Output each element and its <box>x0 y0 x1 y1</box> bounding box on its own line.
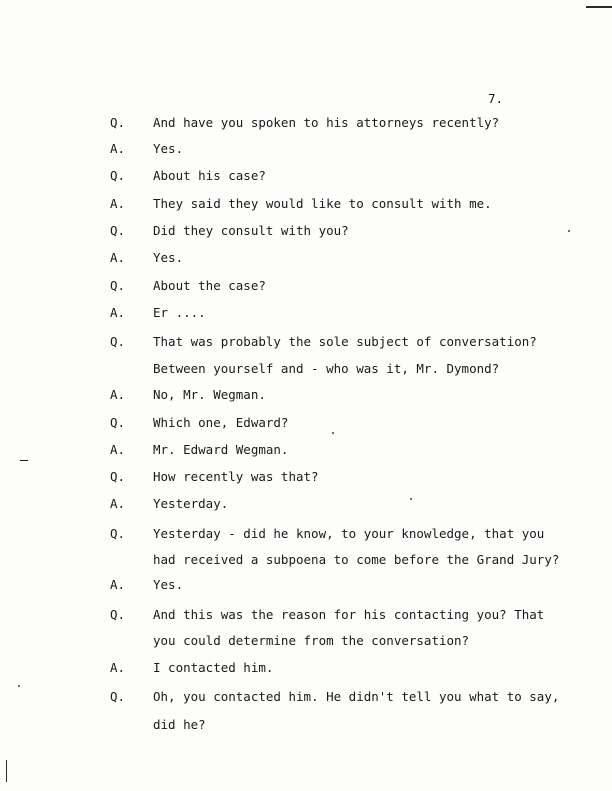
scan-mark-left <box>20 460 28 461</box>
line-text: How recently was that? <box>153 469 319 484</box>
line-text: Yes. <box>153 141 184 156</box>
speaker-label: Q. <box>110 607 126 622</box>
speaker-label: A. <box>110 442 126 457</box>
transcript-line <box>0 195 612 213</box>
scan-speck <box>332 432 334 434</box>
speaker-label: Q. <box>110 689 126 704</box>
transcript-line <box>0 495 612 513</box>
line-text: That was probably the sole subject of conversation? <box>153 334 537 349</box>
line-text: Yes. <box>153 577 184 592</box>
transcript-line <box>0 114 612 132</box>
transcript-line <box>0 222 612 240</box>
line-text: And this was the reason for his contacting you? That <box>153 607 545 622</box>
speaker-label: Q. <box>110 115 126 130</box>
transcript-line <box>0 551 612 569</box>
line-text: About his case? <box>153 168 266 183</box>
transcript-line <box>0 468 612 486</box>
transcript-line <box>0 659 612 677</box>
transcript-line <box>0 441 612 459</box>
speaker-label: A. <box>110 660 126 675</box>
speaker-label: A. <box>110 305 126 320</box>
line-text: No, Mr. Wegman. <box>153 387 266 402</box>
speaker-label: A. <box>110 387 126 402</box>
transcript-line <box>0 277 612 295</box>
line-text: Between yourself and - who was it, Mr. Dymond? <box>153 361 500 376</box>
speaker-label: Q. <box>110 223 126 238</box>
transcript-line <box>0 249 612 267</box>
line-text: you could determine from the conversation? <box>153 633 470 648</box>
page-number: 7. <box>488 91 504 106</box>
scan-mark-bottom-left <box>6 760 7 782</box>
speaker-label: A. <box>110 250 126 265</box>
line-text: Yesterday. <box>153 496 229 511</box>
transcript-line <box>0 688 612 706</box>
speaker-label: A. <box>110 141 126 156</box>
transcript-line <box>0 304 612 322</box>
speaker-label: A. <box>110 577 126 592</box>
line-text: Which one, Edward? <box>153 415 289 430</box>
speaker-label: Q. <box>110 278 126 293</box>
line-text: They said they would like to consult with me. <box>153 196 492 211</box>
transcript-line <box>0 606 612 624</box>
speaker-label: Q. <box>110 469 126 484</box>
transcript-line <box>0 360 612 378</box>
line-text: Yes. <box>153 250 184 265</box>
transcript-line <box>0 632 612 650</box>
line-text: Did they consult with you? <box>153 223 349 238</box>
speaker-label: A. <box>110 496 126 511</box>
scan-mark-top-right <box>586 6 612 8</box>
line-text: Mr. Edward Wegman. <box>153 442 289 457</box>
line-text: Er .... <box>153 305 206 320</box>
speaker-label: A. <box>110 196 126 211</box>
speaker-label: Q. <box>110 415 126 430</box>
line-text: And have you spoken to his attorneys recently? <box>153 115 500 130</box>
line-text: Yesterday - did he know, to your knowledge, that you <box>153 526 545 541</box>
line-text: Oh, you contacted him. He didn't tell you what to say, <box>153 689 560 704</box>
transcript-line <box>0 333 612 351</box>
transcript-line <box>0 576 612 594</box>
speaker-label: Q. <box>110 168 126 183</box>
transcript-line <box>0 716 612 734</box>
line-text: had received a subpoena to come before the Grand Jury? <box>153 552 560 567</box>
transcript-line <box>0 414 612 432</box>
scan-speck <box>18 685 20 687</box>
transcript-line <box>0 525 612 543</box>
transcript-line <box>0 386 612 404</box>
transcript-line <box>0 167 612 185</box>
transcript-line <box>0 140 612 158</box>
line-text: did he? <box>153 717 206 732</box>
line-text: About the case? <box>153 278 266 293</box>
speaker-label: Q. <box>110 526 126 541</box>
line-text: I contacted him. <box>153 660 274 675</box>
speaker-label: Q. <box>110 334 126 349</box>
